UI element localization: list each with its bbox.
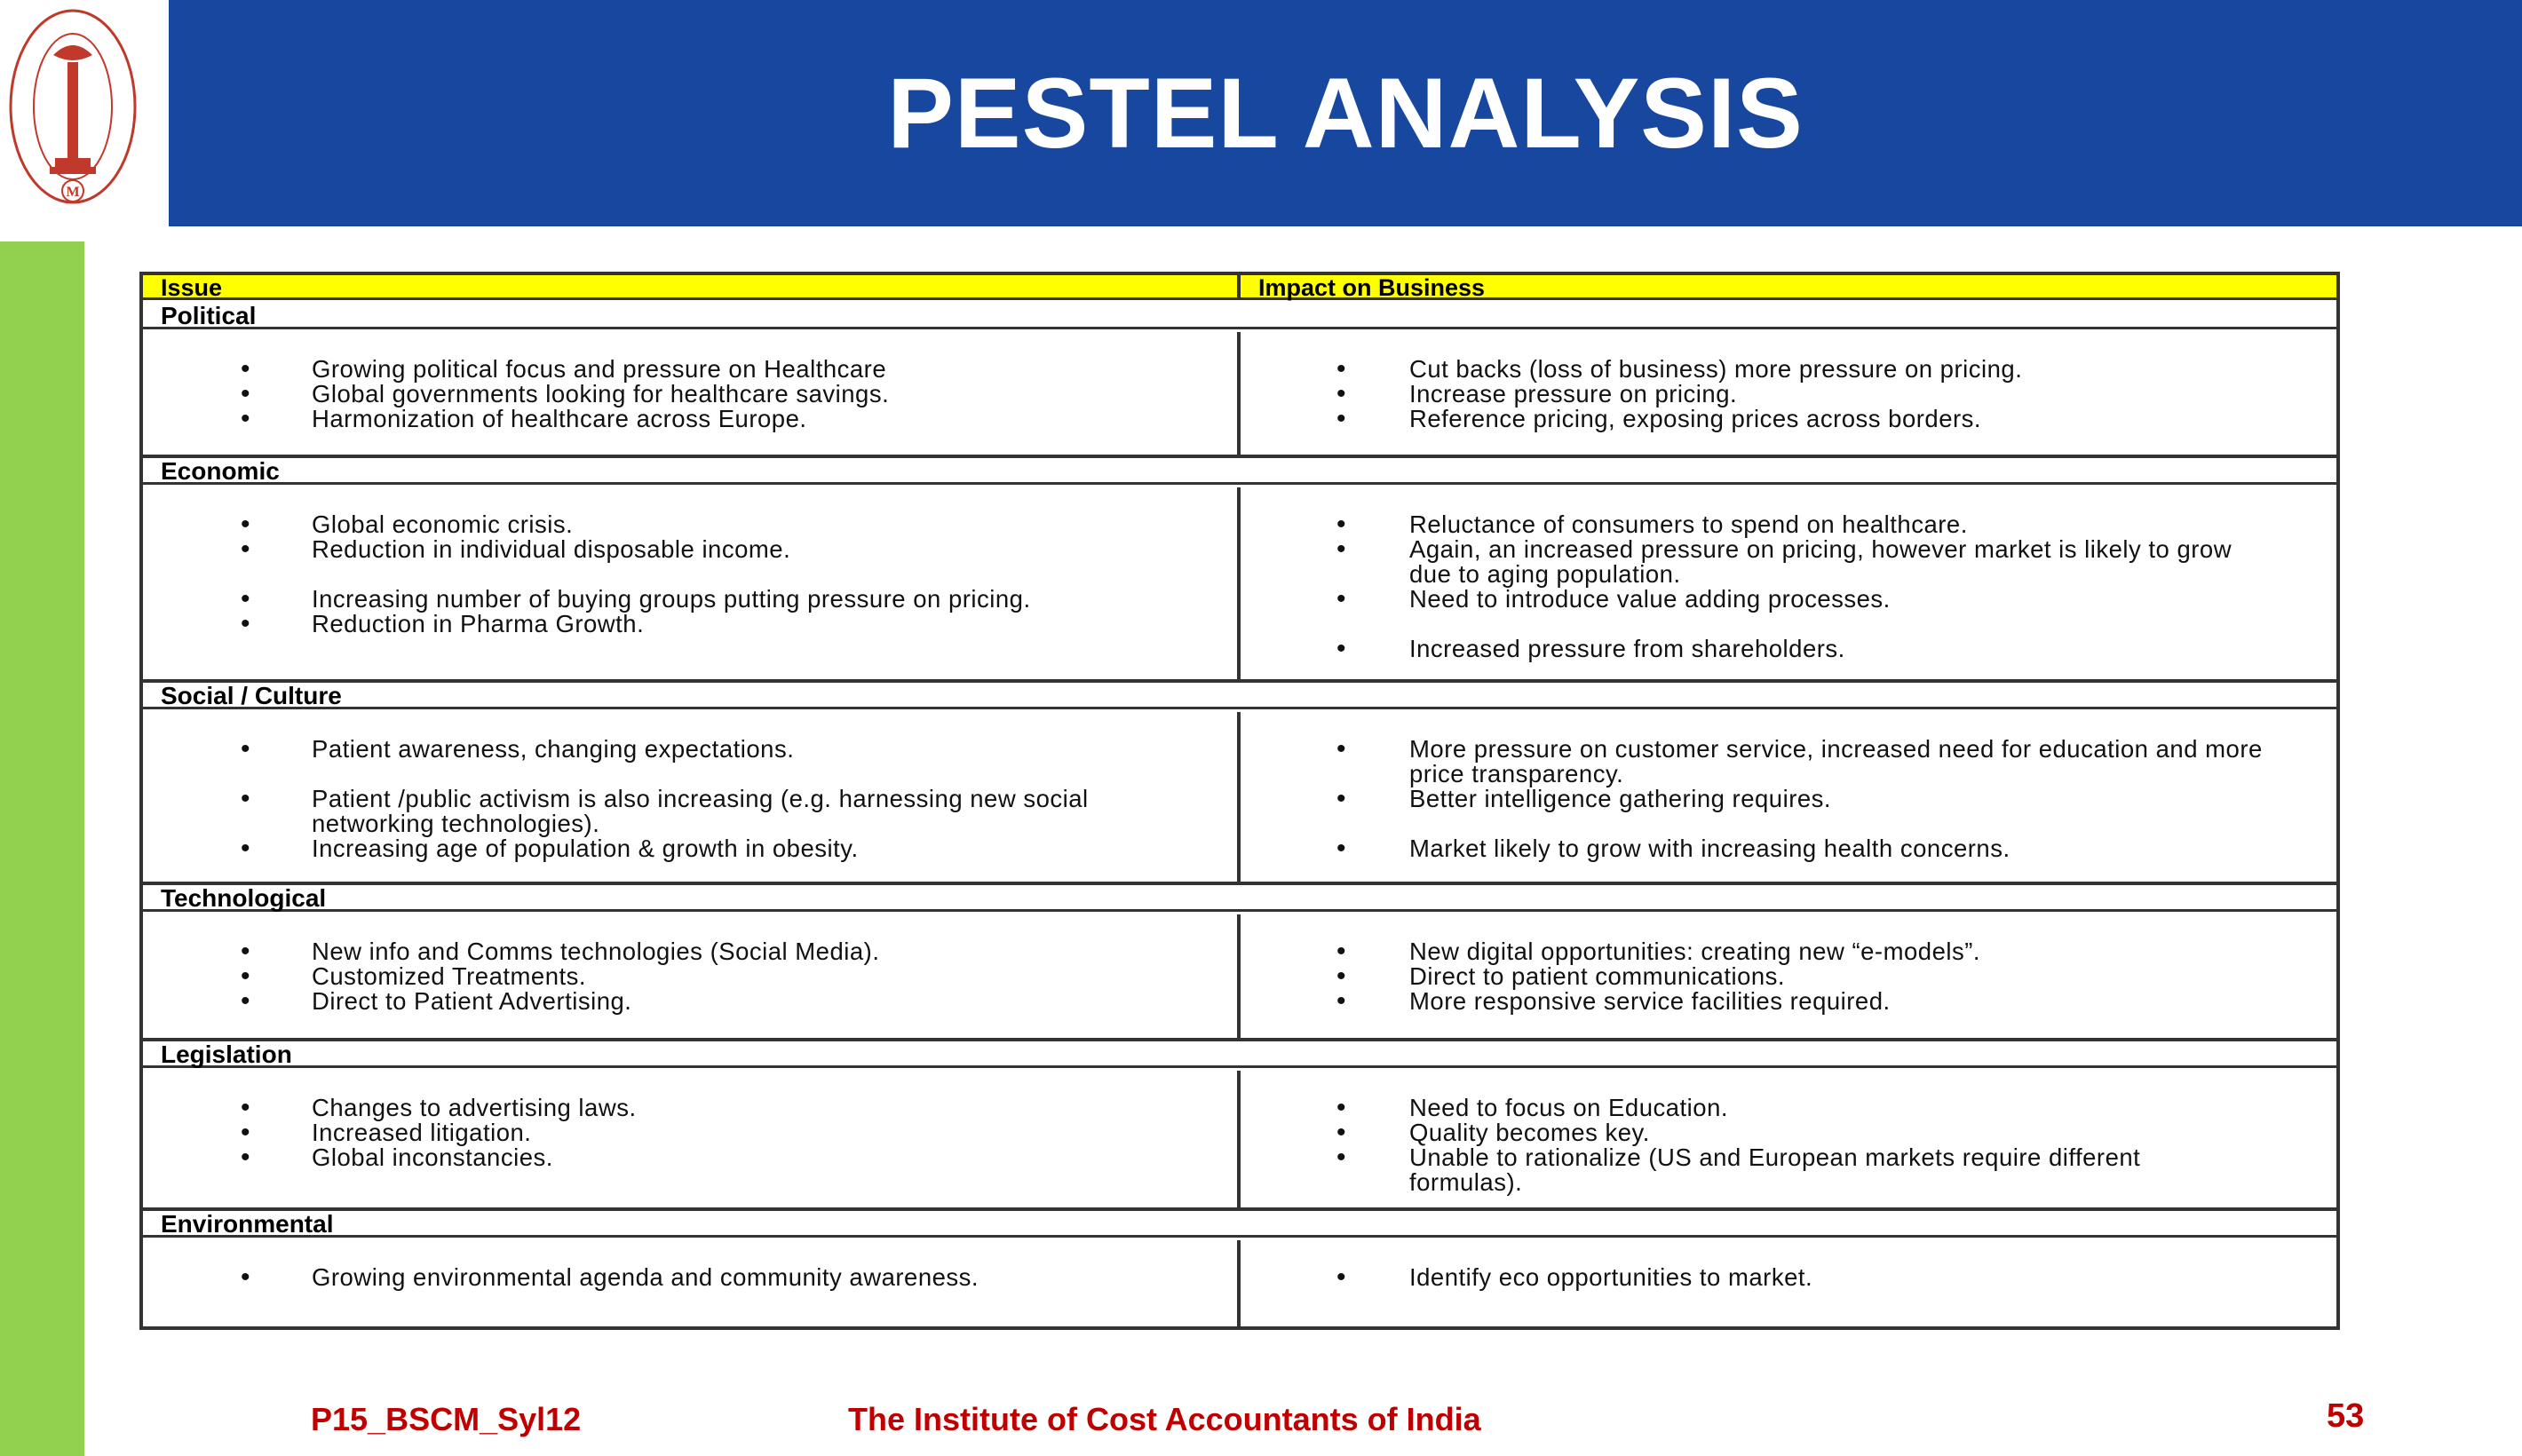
footer-course-code: P15_BSCM_Syl12: [311, 1401, 582, 1437]
list-item: • Increasing number of buying groups putting pressure on pricing.: [143, 587, 1166, 612]
list-item: • Patient /public activism is also increasing (e.g. harnessing new social networking technologies).: [143, 787, 1166, 836]
category-economic: Economic: [143, 458, 2336, 485]
list-item: • Direct to Patient Advertising.: [143, 989, 1219, 1014]
list-item: • Direct to patient communications.: [1241, 964, 2322, 989]
category-social-culture: Social / Culture: [143, 683, 2336, 709]
list-item: • Need to focus on Education.: [1241, 1096, 2233, 1120]
list-item: • Reduction in Pharma Growth.: [143, 612, 1166, 637]
list-item: • Identify eco opportunities to market.: [1241, 1265, 2322, 1290]
list-item: • Better intelligence gathering requires.: [1241, 787, 2322, 811]
list-item: • Market likely to grow with increasing health concerns.: [1241, 836, 2322, 861]
list-item: • Patient awareness, changing expectations.: [143, 737, 1166, 762]
list-item: • Quality becomes key.: [1241, 1120, 2233, 1145]
list-item: • Increased litigation.: [143, 1120, 1219, 1145]
column-header-issue: Issue: [143, 275, 1241, 300]
page-number: 53: [2327, 1397, 2365, 1435]
list-item: • New digital opportunities: creating new “e-models”.: [1241, 939, 2322, 964]
list-item: • Growing environmental agenda and community awareness.: [143, 1265, 1059, 1290]
logo-emblem: [0, 0, 169, 226]
list-item: • Global governments looking for healthcare savings.: [143, 382, 1219, 407]
list-item: • Reference pricing, exposing prices across borders.: [1241, 407, 2322, 431]
list-item: • Need to introduce value adding processes.: [1241, 587, 2233, 612]
category-political: Political: [143, 303, 2336, 329]
section-economic: [143, 487, 2336, 683]
section-social-culture: [143, 712, 2336, 885]
list-item: • Customized Treatments.: [143, 964, 1219, 989]
column-header-impact: Impact on Business: [1258, 274, 1486, 301]
list-item: • Cut backs (loss of business) more pressure on pricing.: [1241, 357, 2322, 382]
list-item: • Reduction in individual disposable income.: [143, 537, 1166, 562]
impacts-cell: [1241, 1240, 2340, 1326]
list-item: • Increasing age of population & growth in obesity.: [143, 836, 1166, 861]
list-item: • Increased pressure from shareholders.: [1241, 637, 2233, 661]
list-item: • Unable to rationalize (US and European markets require different formulas).: [1241, 1145, 2233, 1195]
list-item: • Reluctance of consumers to spend on healthcare.: [1241, 512, 2233, 537]
issues-cell: [143, 487, 1241, 679]
issues-cell: [143, 332, 1241, 455]
impacts-cell: [1241, 1071, 2340, 1207]
list-item: • Growing political focus and pressure on Healthcare: [143, 357, 1219, 382]
category-environmental: Environmental: [143, 1211, 2336, 1238]
issues-cell: [143, 1071, 1241, 1207]
list-item: • New info and Comms technologies (Social Media).: [143, 939, 1219, 964]
list-item: • Global economic crisis.: [143, 512, 1166, 537]
list-item: • Changes to advertising laws.: [143, 1096, 1219, 1120]
section-legislation: [143, 1071, 2336, 1211]
impacts-cell: [1241, 487, 2340, 679]
list-item: • More pressure on customer service, increased need for education and more price transparency.: [1241, 737, 2322, 787]
section-technological: [143, 914, 2336, 1041]
pestel-table: [139, 272, 2340, 1330]
institute-logo: [0, 0, 169, 226]
category-legislation: Legislation: [143, 1041, 2336, 1068]
list-item: • Harmonization of healthcare across Europe.: [143, 407, 1219, 431]
list-item: • Again, an increased pressure on pricing, however market is likely to grow due to aging population.: [1241, 537, 2233, 587]
impacts-cell: [1241, 914, 2340, 1038]
table-header-row: [143, 275, 2336, 300]
svg-text:M: M: [66, 185, 80, 200]
section-political: [143, 332, 2336, 458]
list-item: • More responsive service facilities required.: [1241, 989, 2322, 1014]
impacts-cell: [1241, 332, 2340, 455]
issues-cell: [143, 712, 1241, 882]
page-title: PESTEL ANALYSIS: [887, 58, 1804, 169]
list-item: • Increase pressure on pricing.: [1241, 382, 2322, 407]
footer-institute-name: The Institute of Cost Accountants of India: [848, 1401, 1481, 1437]
impacts-cell: [1241, 712, 2340, 882]
section-environmental: [143, 1240, 2336, 1326]
list-item: • Global inconstancies.: [143, 1145, 1219, 1170]
category-technological: Technological: [143, 885, 2336, 912]
issues-cell: [143, 914, 1241, 1038]
issues-cell: [143, 1240, 1241, 1326]
left-accent-stripe: [0, 241, 84, 1456]
